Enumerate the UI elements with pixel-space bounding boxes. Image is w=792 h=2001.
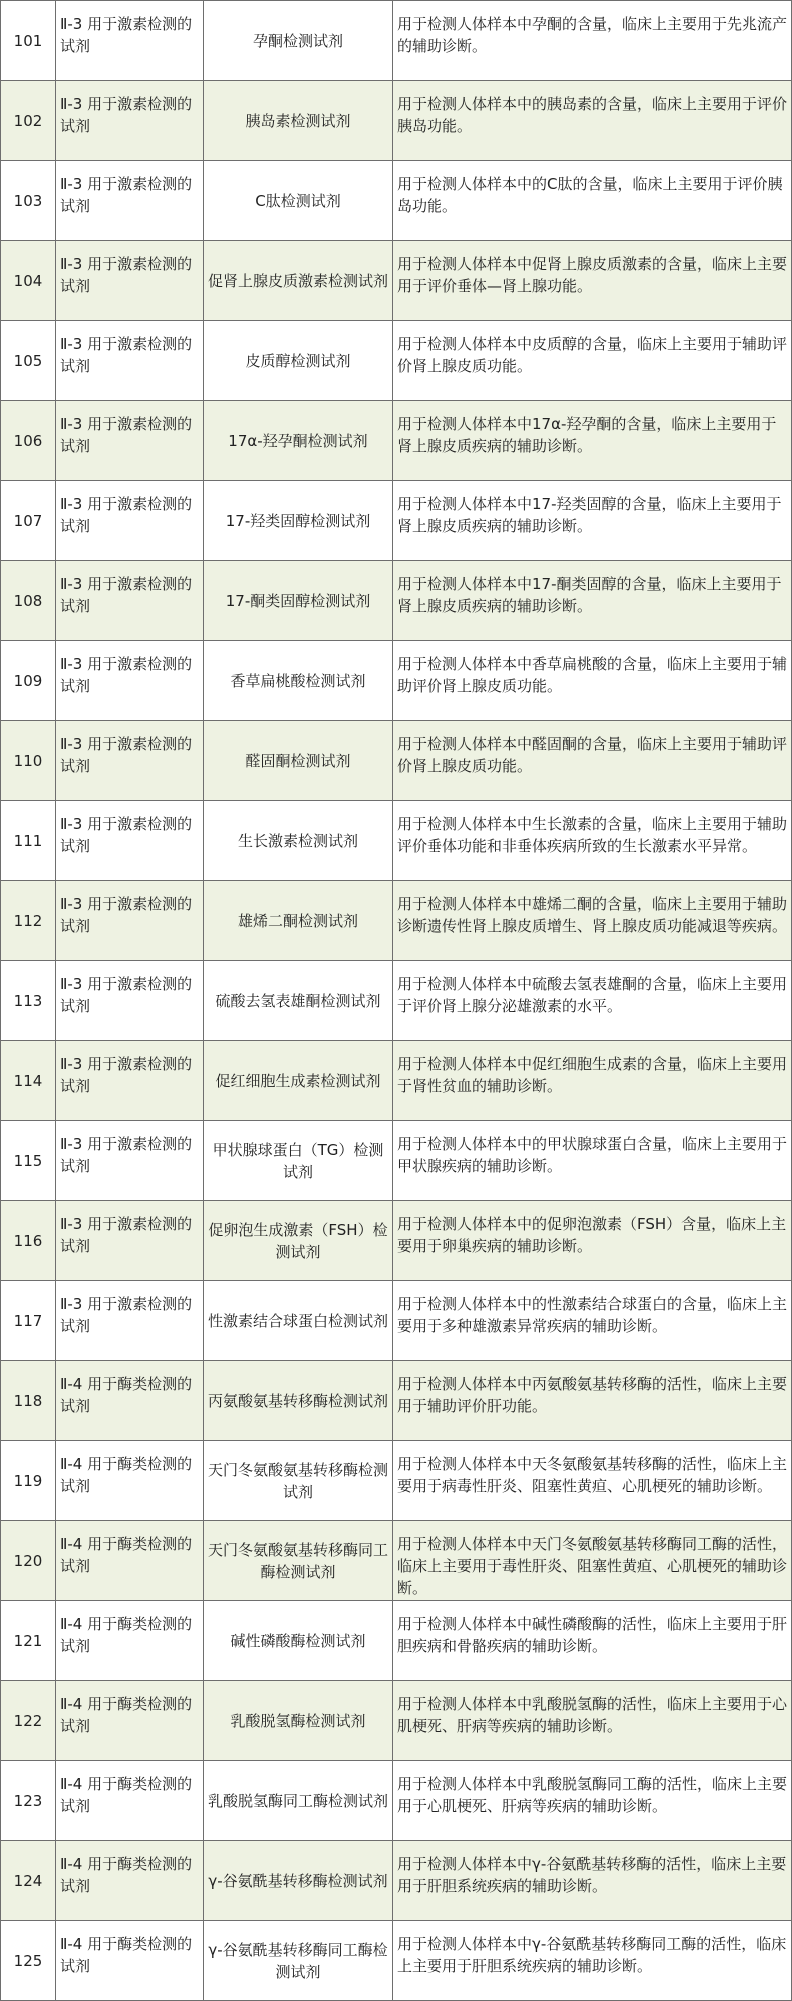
row-number: 102 [1,81,56,161]
row-number: 115 [1,1121,56,1201]
row-number: 121 [1,1601,56,1681]
table-row [1,241,792,321]
row-description: 用于检测人体样本中的胰岛素的含量，临床上主要用于评价胰岛功能。 [393,81,792,161]
row-category: Ⅱ-3 用于激素检测的试剂 [56,161,204,241]
row-description: 用于检测人体样本中天门冬氨酸氨基转移酶同工酶的活性，临床上主要用于毒性肝炎、阻塞性黄疸、心肌梗死的辅助诊断。 [393,1521,792,1601]
row-number: 117 [1,1281,56,1361]
row-description: 用于检测人体样本中的甲状腺球蛋白含量，临床上主要用于甲状腺疾病的辅助诊断。 [393,1121,792,1201]
row-reagent-name: 生长激素检测试剂 [204,801,393,881]
row-reagent-name: 促红细胞生成素检测试剂 [204,1041,393,1121]
table-row [1,1761,792,1841]
row-description: 用于检测人体样本中醛固酮的含量，临床上主要用于辅助评价肾上腺皮质功能。 [393,721,792,801]
row-description: 用于检测人体样本中硫酸去氢表雄酮的含量，临床上主要用于评价肾上腺分泌雄激素的水平。 [393,961,792,1041]
table-row [1,641,792,721]
row-reagent-name: 天门冬氨酸氨基转移酶同工酶检测试剂 [204,1521,393,1601]
row-category: Ⅱ-3 用于激素检测的试剂 [56,1281,204,1361]
table-row [1,1521,792,1601]
row-category: Ⅱ-4 用于酶类检测的试剂 [56,1761,204,1841]
row-reagent-name: 性激素结合球蛋白检测试剂 [204,1281,393,1361]
row-number: 120 [1,1521,56,1601]
row-number: 113 [1,961,56,1041]
row-description: 用于检测人体样本中乳酸脱氢酶的活性，临床上主要用于心肌梗死、肝病等疾病的辅助诊断。 [393,1681,792,1761]
table-row [1,801,792,881]
row-number: 103 [1,161,56,241]
table-row [1,401,792,481]
row-category: Ⅱ-3 用于激素检测的试剂 [56,1121,204,1201]
row-category: Ⅱ-3 用于激素检测的试剂 [56,321,204,401]
row-description: 用于检测人体样本中促红细胞生成素的含量，临床上主要用于肾性贫血的辅助诊断。 [393,1041,792,1121]
table-row [1,1281,792,1361]
row-number: 105 [1,321,56,401]
row-number: 116 [1,1201,56,1281]
row-category: Ⅱ-4 用于酶类检测的试剂 [56,1681,204,1761]
row-number: 110 [1,721,56,801]
row-category: Ⅱ-3 用于激素检测的试剂 [56,1,204,81]
row-description: 用于检测人体样本中丙氨酸氨基转移酶的活性，临床上主要用于辅助评价肝功能。 [393,1361,792,1441]
row-description: 用于检测人体样本中促肾上腺皮质激素的含量，临床上主要用于评价垂体—肾上腺功能。 [393,241,792,321]
row-reagent-name: 丙氨酸氨基转移酶检测试剂 [204,1361,393,1441]
row-category: Ⅱ-4 用于酶类检测的试剂 [56,1921,204,2001]
row-description: 用于检测人体样本中γ-谷氨酰基转移酶的活性，临床上主要用于肝胆系统疾病的辅助诊断。 [393,1841,792,1921]
table-row [1,81,792,161]
row-reagent-name: 醛固酮检测试剂 [204,721,393,801]
row-category: Ⅱ-4 用于酶类检测的试剂 [56,1441,204,1521]
row-reagent-name: 孕酮检测试剂 [204,1,393,81]
row-description: 用于检测人体样本中天冬氨酸氨基转移酶的活性，临床上主要用于病毒性肝炎、阻塞性黄疸、心肌梗死的辅助诊断。 [393,1441,792,1521]
row-description: 用于检测人体样本中γ-谷氨酰基转移酶同工酶的活性，临床上主要用于肝胆系统疾病的辅助诊断。 [393,1921,792,2001]
row-category: Ⅱ-3 用于激素检测的试剂 [56,81,204,161]
row-category: Ⅱ-4 用于酶类检测的试剂 [56,1361,204,1441]
row-number: 125 [1,1921,56,2001]
row-description: 用于检测人体样本中皮质醇的含量，临床上主要用于辅助评价肾上腺皮质功能。 [393,321,792,401]
row-category: Ⅱ-3 用于激素检测的试剂 [56,801,204,881]
table-row [1,321,792,401]
row-number: 112 [1,881,56,961]
row-number: 114 [1,1041,56,1121]
row-reagent-name: 胰岛素检测试剂 [204,81,393,161]
row-number: 101 [1,1,56,81]
row-number: 104 [1,241,56,321]
table-row [1,1921,792,2001]
row-number: 109 [1,641,56,721]
row-reagent-name: 皮质醇检测试剂 [204,321,393,401]
row-category: Ⅱ-3 用于激素检测的试剂 [56,721,204,801]
row-description: 用于检测人体样本中乳酸脱氢酶同工酶的活性，临床上主要用于心肌梗死、肝病等疾病的辅助诊断。 [393,1761,792,1841]
table-row [1,1,792,81]
row-number: 123 [1,1761,56,1841]
row-reagent-name: 促卵泡生成激素（FSH）检测试剂 [204,1201,393,1281]
table-row [1,1201,792,1281]
row-number: 124 [1,1841,56,1921]
row-reagent-name: 天门冬氨酸氨基转移酶检测试剂 [204,1441,393,1521]
table-row [1,161,792,241]
table-row [1,1441,792,1521]
row-reagent-name: 促肾上腺皮质激素检测试剂 [204,241,393,321]
table-row [1,721,792,801]
row-category: Ⅱ-4 用于酶类检测的试剂 [56,1601,204,1681]
row-category: Ⅱ-3 用于激素检测的试剂 [56,401,204,481]
row-category: Ⅱ-3 用于激素检测的试剂 [56,1201,204,1281]
row-number: 107 [1,481,56,561]
row-description: 用于检测人体样本中的促卵泡激素（FSH）含量，临床上主要用于卵巢疾病的辅助诊断。 [393,1201,792,1281]
row-category: Ⅱ-3 用于激素检测的试剂 [56,481,204,561]
reagent-table-body [1,1,792,2001]
table-row [1,561,792,641]
row-description: 用于检测人体样本中17-酮类固醇的含量，临床上主要用于肾上腺皮质疾病的辅助诊断。 [393,561,792,641]
row-description: 用于检测人体样本中雄烯二酮的含量，临床上主要用于辅助诊断遗传性肾上腺皮质增生、肾上腺皮质功能减退等疾病。 [393,881,792,961]
row-category: Ⅱ-4 用于酶类检测的试剂 [56,1841,204,1921]
row-reagent-name: 硫酸去氢表雄酮检测试剂 [204,961,393,1041]
table-row [1,961,792,1041]
row-reagent-name: 17-羟类固醇检测试剂 [204,481,393,561]
row-reagent-name: 香草扁桃酸检测试剂 [204,641,393,721]
row-reagent-name: γ-谷氨酰基转移酶检测试剂 [204,1841,393,1921]
row-reagent-name: C肽检测试剂 [204,161,393,241]
row-category: Ⅱ-3 用于激素检测的试剂 [56,881,204,961]
table-row [1,1681,792,1761]
row-category: Ⅱ-3 用于激素检测的试剂 [56,641,204,721]
row-reagent-name: 17α-羟孕酮检测试剂 [204,401,393,481]
table-row [1,1041,792,1121]
row-number: 108 [1,561,56,641]
row-reagent-name: 甲状腺球蛋白（TG）检测试剂 [204,1121,393,1201]
row-category: Ⅱ-4 用于酶类检测的试剂 [56,1521,204,1601]
row-category: Ⅱ-3 用于激素检测的试剂 [56,241,204,321]
table-row [1,1361,792,1441]
row-description: 用于检测人体样本中17-羟类固醇的含量，临床上主要用于肾上腺皮质疾病的辅助诊断。 [393,481,792,561]
row-number: 118 [1,1361,56,1441]
row-description: 用于检测人体样本中生长激素的含量，临床上主要用于辅助评价垂体功能和非垂体疾病所致的生长激素水平异常。 [393,801,792,881]
row-reagent-name: γ-谷氨酰基转移酶同工酶检测试剂 [204,1921,393,2001]
row-reagent-name: 雄烯二酮检测试剂 [204,881,393,961]
row-description: 用于检测人体样本中17α-羟孕酮的含量，临床上主要用于肾上腺皮质疾病的辅助诊断。 [393,401,792,481]
row-number: 119 [1,1441,56,1521]
row-description: 用于检测人体样本中孕酮的含量，临床上主要用于先兆流产的辅助诊断。 [393,1,792,81]
row-category: Ⅱ-3 用于激素检测的试剂 [56,1041,204,1121]
row-reagent-name: 17-酮类固醇检测试剂 [204,561,393,641]
row-number: 106 [1,401,56,481]
table-row [1,1841,792,1921]
row-reagent-name: 碱性磷酸酶检测试剂 [204,1601,393,1681]
row-description: 用于检测人体样本中碱性磷酸酶的活性，临床上主要用于肝胆疾病和骨骼疾病的辅助诊断。 [393,1601,792,1681]
row-description: 用于检测人体样本中的C肽的含量，临床上主要用于评价胰岛功能。 [393,161,792,241]
row-category: Ⅱ-3 用于激素检测的试剂 [56,961,204,1041]
row-number: 122 [1,1681,56,1761]
table-row [1,1601,792,1681]
table-row [1,881,792,961]
row-number: 111 [1,801,56,881]
row-description: 用于检测人体样本中的性激素结合球蛋白的含量，临床上主要用于多种雄激素异常疾病的辅助诊断。 [393,1281,792,1361]
row-reagent-name: 乳酸脱氢酶同工酶检测试剂 [204,1761,393,1841]
table-row [1,1121,792,1201]
row-description: 用于检测人体样本中香草扁桃酸的含量，临床上主要用于辅助评价肾上腺皮质功能。 [393,641,792,721]
row-reagent-name: 乳酸脱氢酶检测试剂 [204,1681,393,1761]
table-row [1,481,792,561]
row-category: Ⅱ-3 用于激素检测的试剂 [56,561,204,641]
